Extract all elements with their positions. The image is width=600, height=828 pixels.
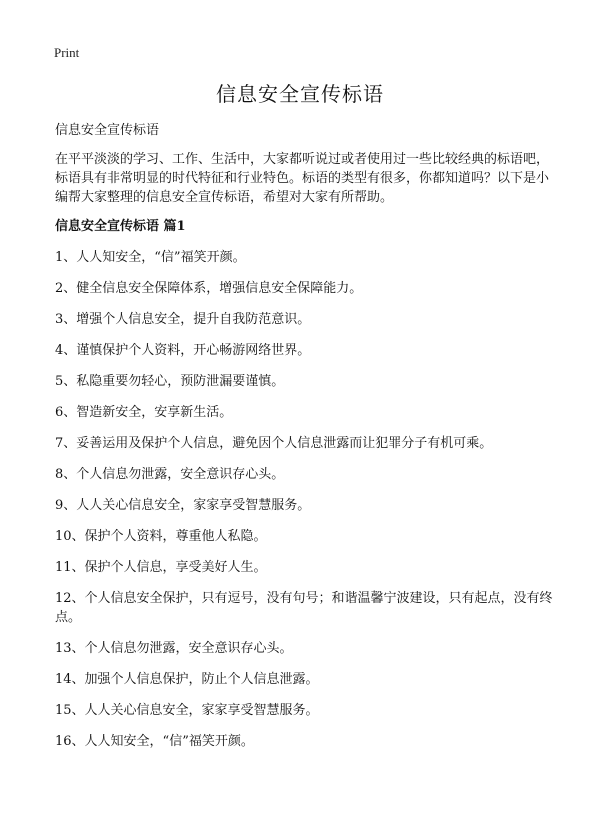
list-item: 8、个人信息勿泄露，安全意识存心头。	[55, 467, 285, 482]
list-item: 14、加强个人信息保护，防止个人信息泄露。	[55, 672, 319, 687]
slogan-list	[55, 248, 555, 763]
list-item: 13、个人信息勿泄露，安全意识存心头。	[55, 641, 293, 656]
list-item: 1、人人知安全，“信”福笑开颜。	[55, 250, 246, 265]
section-heading: 信息安全宣传标语 篇1	[55, 219, 186, 234]
list-item: 6、智造新安全，安享新生活。	[55, 405, 233, 420]
intro-paragraph: 在平平淡淡的学习、工作、生活中，大家都听说过或者使用过一些比较经典的标语吧，标语具有非常明显的时代特征和行业特色。标语的类型有很多，你都知道吗？以下是小编帮大家整理的信息安全宣传标语，希望对大家有所帮助。	[55, 152, 550, 205]
list-item: 12、个人信息安全保护，只有逗号，没有句号；和谐温馨宁波建设，只有起点，没有终点。	[55, 591, 553, 625]
document-subtitle: 信息安全宣传标语	[55, 123, 160, 138]
list-item: 7、妥善运用及保护个人信息，避免因个人信息泄露而让犯罪分子有机可乘。	[55, 436, 493, 451]
list-item: 10、保护个人资料，尊重他人私隐。	[55, 529, 267, 544]
list-item: 5、私隐重要勿轻心，预防泄漏要谨慎。	[55, 374, 285, 389]
list-item: 2、健全信息安全保障体系，增强信息安全保障能力。	[55, 281, 363, 296]
list-item: 4、谨慎保护个人资料，开心畅游网络世界。	[55, 343, 311, 358]
list-item: 11、保护个人信息，享受美好人生。	[55, 560, 267, 575]
print-link[interactable]: Print	[54, 45, 80, 60]
list-item: 3、增强个人信息安全，提升自我防范意识。	[55, 312, 311, 327]
page-title: 信息安全宣传标语	[216, 82, 384, 106]
list-item: 16、人人知安全，“信”福笑开颜。	[55, 734, 254, 749]
list-item: 9、人人关心信息安全，家家享受智慧服务。	[55, 498, 311, 513]
list-item: 15、人人关心信息安全，家家享受智慧服务。	[55, 703, 319, 718]
